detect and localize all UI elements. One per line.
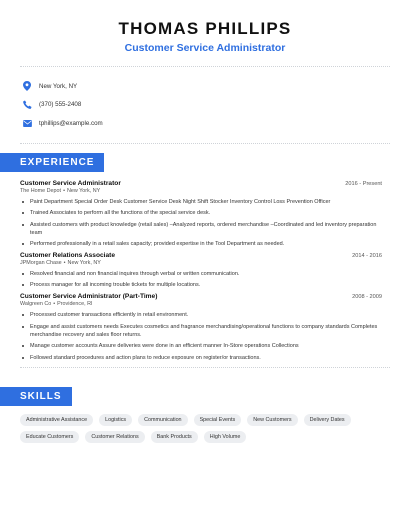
list-item: Engage and assist customers needs Executes cosmetics and fragrance merchandising/operational functions to company standards Completes merchandise recovery and sales floor returns. bbox=[30, 323, 382, 339]
contact-list bbox=[0, 67, 410, 143]
list-item: Resolved financial and non financial inquires through verbal or written communication. bbox=[30, 270, 382, 278]
job-employer: JPMorgan Chase • New York, NY bbox=[20, 260, 101, 267]
job-bullets bbox=[20, 198, 382, 248]
skill-chip: Bank Products bbox=[151, 431, 198, 443]
list-item: Trained Associates to perform all the functions of the special service desk. bbox=[30, 209, 382, 217]
skill-chip: High Volume bbox=[204, 431, 247, 443]
divider bbox=[20, 367, 390, 368]
contact-location bbox=[22, 77, 410, 95]
job-entry bbox=[20, 180, 382, 249]
job-entry bbox=[20, 252, 382, 290]
location-text: New York, NY bbox=[39, 82, 78, 90]
job-dates: 2016 - Present bbox=[345, 180, 382, 187]
skill-chip: Administrative Assistance bbox=[20, 414, 93, 426]
map-pin-icon bbox=[22, 81, 32, 91]
list-item: Assisted customers with product knowledge (retail sales) –Analyzed reports, ordered merchandise –Coordinated and led inventory preparation team bbox=[30, 221, 382, 237]
skill-chip: New Customers bbox=[247, 414, 297, 426]
job-entry bbox=[20, 293, 382, 362]
skill-chip: Customer Relations bbox=[85, 431, 144, 443]
skills-list bbox=[0, 406, 410, 443]
job-employer: Walgreen Co • Providence, RI bbox=[20, 301, 93, 308]
skill-chip: Educate Customers bbox=[20, 431, 79, 443]
company-name: JPMorgan Chase bbox=[20, 260, 62, 267]
company-location: New York, NY bbox=[67, 260, 101, 267]
list-item: Processed customer transactions efficiently in retail environment. bbox=[30, 311, 382, 319]
skill-chip: Delivery Dates bbox=[304, 414, 351, 426]
candidate-name: THOMAS PHILLIPS bbox=[118, 19, 292, 38]
job-dates: 2008 - 2009 bbox=[352, 293, 382, 300]
list-item: Process manager for all incoming trouble tickets for multiple locations. bbox=[30, 281, 382, 289]
skill-chip: Special Events bbox=[194, 414, 242, 426]
job-bullets bbox=[20, 311, 382, 361]
section-heading-skills: SKILLS bbox=[0, 387, 72, 406]
list-item: Paint Department Special Order Desk Customer Service Desk Night Shift Stocker Inventory Control Loss Prevention Officer bbox=[30, 198, 382, 206]
job-title: Customer Service Administrator bbox=[20, 179, 121, 187]
job-employer: The Home Depot • New York, NY bbox=[20, 188, 101, 194]
skill-chip: Communication bbox=[138, 414, 187, 426]
contact-phone bbox=[22, 96, 410, 114]
skill-chip: Logistics bbox=[99, 414, 132, 426]
company-location: New York, NY bbox=[66, 188, 101, 194]
experience-section bbox=[0, 180, 410, 362]
company-name: Walgreen Co bbox=[20, 301, 52, 308]
phone-text: (370) 555-2408 bbox=[39, 101, 82, 108]
list-item: Followed standard procedures and action plans to reduce exposure on register/or transactions. bbox=[30, 354, 382, 362]
job-bullets bbox=[20, 270, 382, 289]
company-name: The Home Depot bbox=[20, 188, 62, 194]
job-title: Customer Relations Associate bbox=[20, 251, 116, 259]
section-heading-experience: EXPERIENCE bbox=[0, 153, 104, 172]
job-title: Customer Service Administrator (Part-Time) bbox=[20, 292, 158, 300]
candidate-title: Customer Service Administrator bbox=[124, 42, 286, 54]
list-item: Manage customer accounts Assure deliveries were done in an efficient manner In-Store operations Collections bbox=[30, 342, 382, 350]
mail-icon[interactable] bbox=[22, 118, 32, 128]
company-location: Providence, RI bbox=[57, 301, 93, 308]
phone-icon bbox=[22, 100, 32, 110]
email-link[interactable]: tphillips@example.com bbox=[39, 119, 103, 127]
contact-email bbox=[22, 114, 410, 132]
divider bbox=[20, 143, 390, 144]
job-dates: 2014 - 2016 bbox=[352, 252, 382, 259]
list-item: Performed professionally in a retail sales capacity; provided expertise in the Tool Department as needed. bbox=[30, 240, 382, 248]
resume-header bbox=[0, 0, 410, 54]
